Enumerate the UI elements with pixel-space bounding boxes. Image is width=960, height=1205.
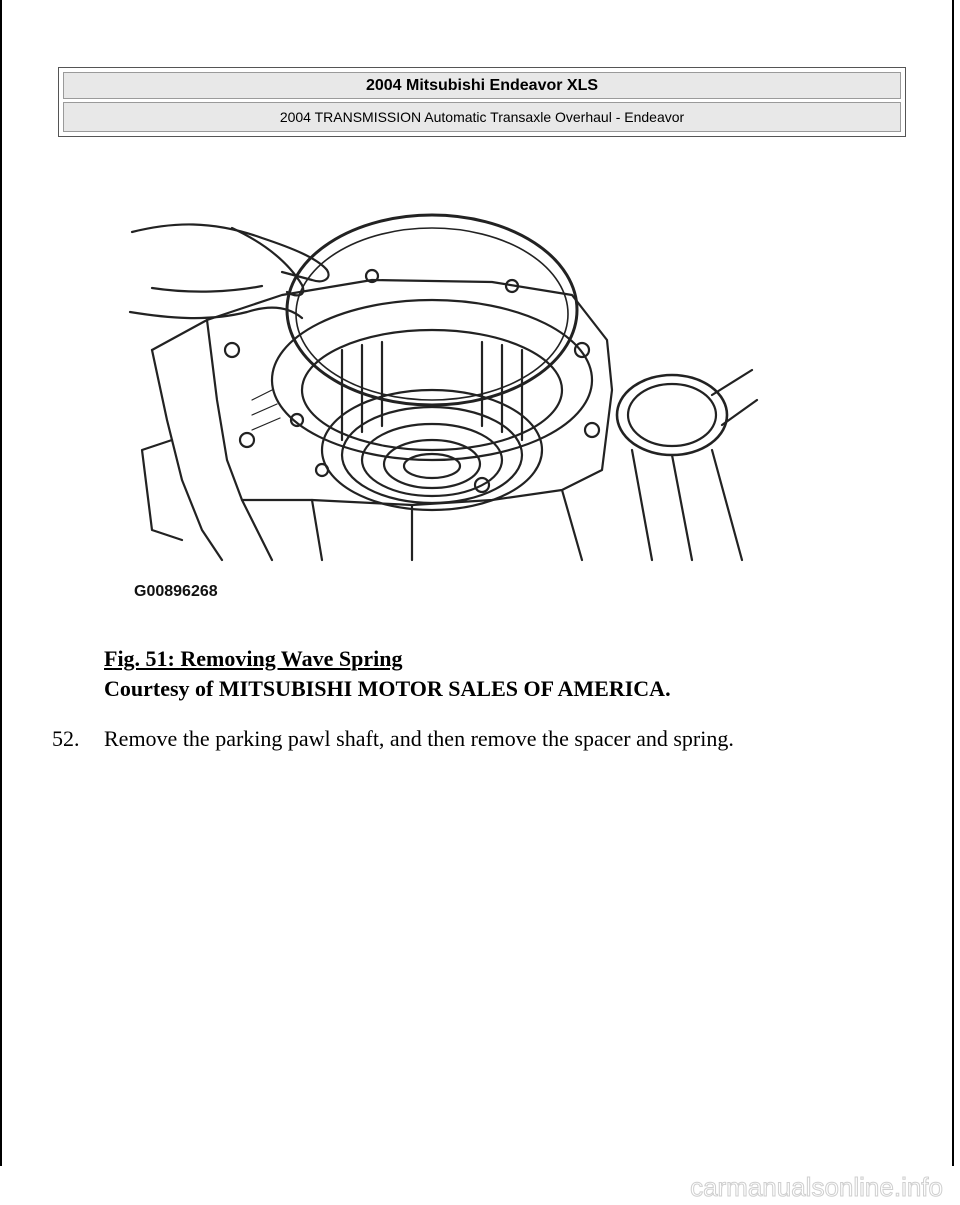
page-border-right [952, 0, 954, 1166]
figure-image-code: G00896268 [134, 583, 218, 600]
watermark-text: carmanualsonline.info [690, 1172, 943, 1202]
footer-watermark [0, 1168, 960, 1205]
document-header [58, 67, 906, 137]
procedure-step [52, 724, 734, 754]
section-title: 2004 TRANSMISSION Automatic Transaxle Overhaul - Endeavor [63, 102, 901, 132]
page-border-left [0, 0, 2, 1166]
vehicle-title: 2004 Mitsubishi Endeavor XLS [63, 72, 901, 99]
step-text: Remove the parking pawl shaft, and then remove the spacer and spring. [104, 726, 734, 751]
figure-caption-title: Fig. 51: Removing Wave Spring [104, 646, 403, 671]
figure-caption-credit: Courtesy of MITSUBISHI MOTOR SALES OF AMERICA. [104, 676, 671, 701]
figure-wave-spring-illustration [112, 200, 772, 600]
figure-caption [104, 644, 671, 704]
step-number: 52. [52, 726, 80, 751]
